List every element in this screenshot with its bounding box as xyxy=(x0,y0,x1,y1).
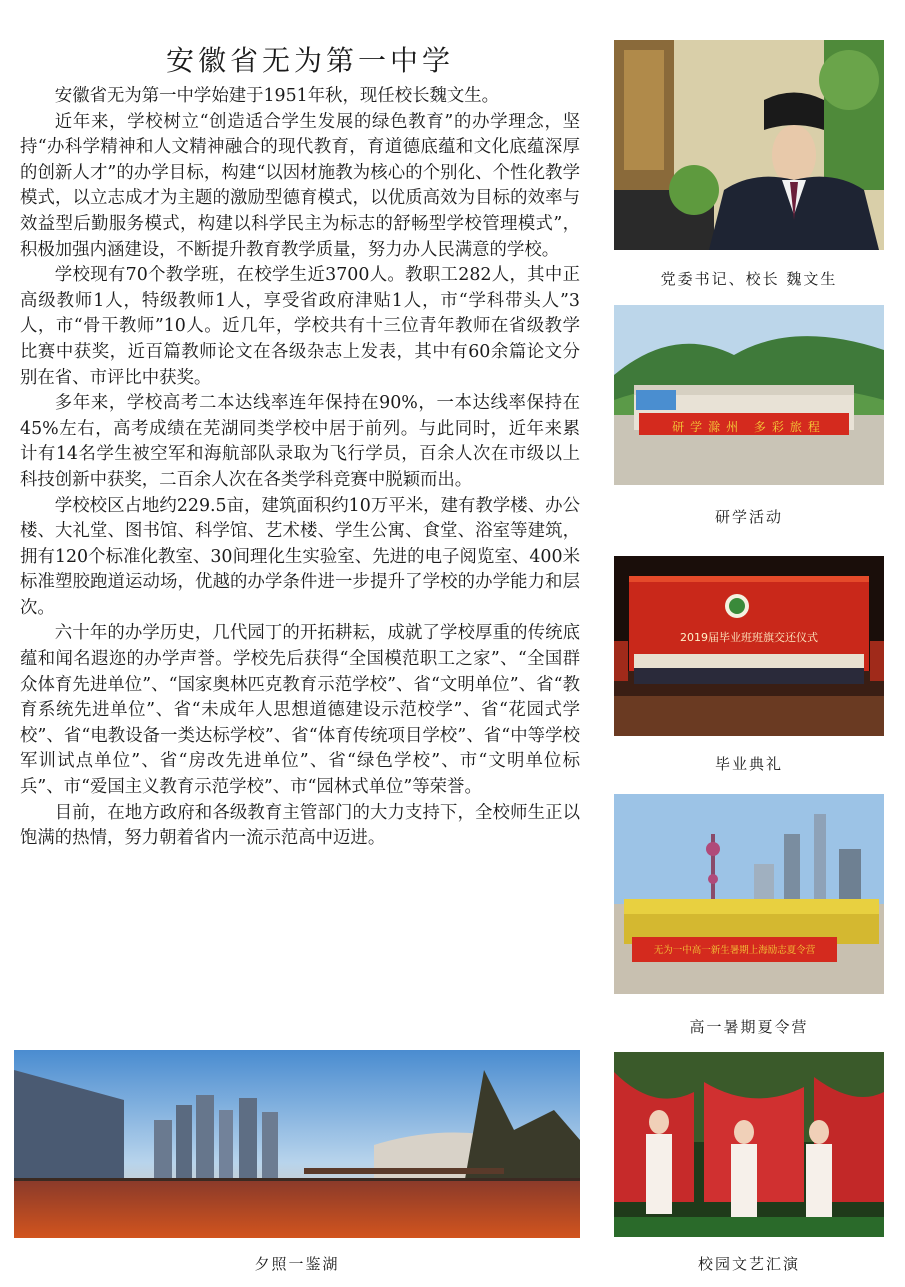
graduation-banner-text: 2019届毕业班班旗交还仪式 xyxy=(680,631,818,644)
principal-caption: 党委书记、校长 魏文生 xyxy=(660,270,838,288)
paragraph-results: 多年来，学校高考二本达线率连年保持在90%，一本达线率保持在45%左右，高考成绩在芜湖同类学校中居于前列。与此同时，近年来累计有14名学生被空军和海航部队录取为飞行学员，百余人次在市级以上科技创新中获奖，二百余人次在各类学科竞赛中脱颖而出。 xyxy=(20,393,580,490)
summer-camp-photo xyxy=(614,794,884,994)
arts-performance-photo xyxy=(614,1052,884,1237)
graduation-caption: 毕业典礼 xyxy=(714,755,783,773)
article-body xyxy=(20,84,580,852)
paragraph-intro: 安徽省无为第一中学始建于1951年秋，现任校长魏文生。 xyxy=(54,86,500,106)
paragraph-philosophy: 近年来，学校树立“创造适合学生发展的绿色教育”的办学理念，坚持“办科学精神和人文精神融合的现代教育，育道德底蕴和文化底蕴深厚的创新人才”的办学目标，构建“以因材施教为核心的个别化、个性化教学模式，以立志成才为主题的激励型德育模式，以优质高效为目标的效率与效益型后勤服务模式，构建以科学民主为标志的舒畅型学校管理模式”，积极加强内涵建设，不断提升教育教学质量，努力办人民满意的学校。 xyxy=(20,111,580,260)
paragraph-future: 目前，在地方政府和各级教育主管部门的大力支持下，全校师生正以饱满的热情，努力朝着省内一流示范高中迈进。 xyxy=(20,802,580,849)
camp-banner-text: 无为一中高一新生暑期上海励志夏令营 xyxy=(653,945,816,956)
study-banner-text: 研学滁州 多彩旅程 xyxy=(672,420,826,434)
paragraph-honors: 六十年的办学历史，几代园丁的开拓耕耘，成就了学校厚重的传统底蕴和闻名遐迩的办学声誉。学校先后获得“全国模范职工之家”、“全国群众体育先进单位”、“国家奥林匹克教育示范学校”、省“文明单位”、省“教育系统先进单位”、省“未成年人思想道德建设示范校学”、省“花园式学校”、省“电教设备一类达标学校”、省“体育传统项目学校”、省“中等学校军训试点单位”、省“房改先进单位”、省“绿色学校”、市“文明单位标兵”、市“爱国主义教育示范学校”、市“园林式单位”等荣誉。 xyxy=(20,623,580,798)
page-title: 安徽省无为第一中学 xyxy=(165,43,454,77)
summer-camp-caption: 高一暑期夏令营 xyxy=(689,1018,809,1036)
paragraph-staff: 学校现有70个教学班，在校学生近3700人。教职工282人，其中正高级教师1人，特级教师1人，享受省政府津贴1人，市“学科带头人”3人，市“骨干教师”10人。近几年，学校共有十三位青年教师在省级教学比赛中获奖，近百篇教师论文在各级杂志上发表，其中有60余篇论文分别在省、市评比中获奖。 xyxy=(20,265,580,388)
study-trip-caption: 研学活动 xyxy=(714,508,783,526)
study-trip-photo xyxy=(614,305,884,485)
lake-sunset-photo xyxy=(14,1050,580,1238)
lake-sunset-caption: 夕照一鉴湖 xyxy=(254,1255,340,1273)
paragraph-campus: 学校校区占地约229.5亩，建筑面积约10万平米，建有教学楼、办公楼、大礼堂、图书馆、科学馆、艺术楼、学生公寓、食堂、浴室等建筑，拥有120个标准化教室、30间理化生实验室、先进的电子阅览室、400米标准塑胶跑道运动场，优越的办学条件进一步提升了学校的办学能力和层次。 xyxy=(20,495,580,618)
arts-performance-caption: 校园文艺汇演 xyxy=(697,1255,800,1273)
graduation-photo xyxy=(614,556,884,736)
principal-photo xyxy=(614,40,884,250)
